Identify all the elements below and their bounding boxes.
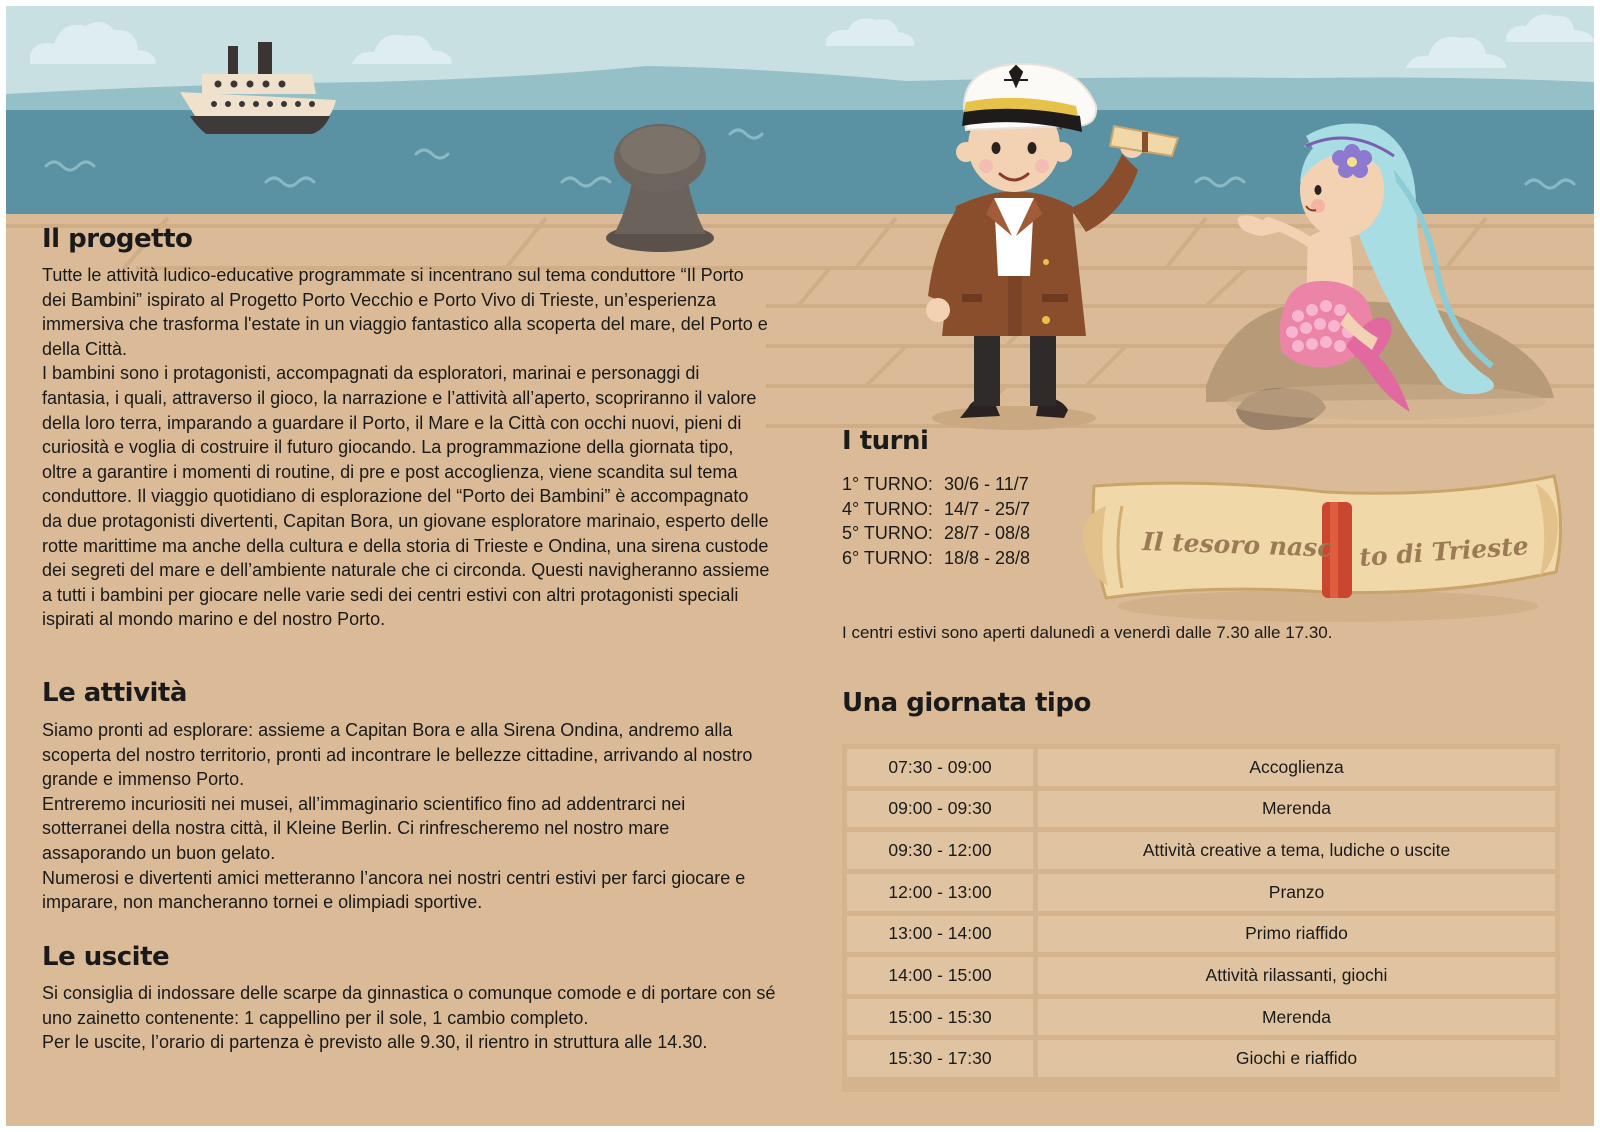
section-title-turni: I turni <box>842 426 929 456</box>
schedule-activity: Accoglienza <box>1038 749 1555 786</box>
schedule-time: 15:30 - 17:30 <box>847 1040 1038 1077</box>
schedule-time: 09:30 - 12:00 <box>847 832 1038 869</box>
schedule-activity: Pranzo <box>1038 874 1555 911</box>
schedule-activity: Attività rilassanti, giochi <box>1038 957 1555 994</box>
table-row <box>847 874 1555 911</box>
section-body-progetto <box>42 263 772 632</box>
turno-label: 4° TURNO: <box>842 498 933 519</box>
turno-dates: 18/8 - 28/8 <box>944 547 1031 568</box>
schedule-time: 13:00 - 14:00 <box>847 916 1038 953</box>
section-title-progetto: Il progetto <box>42 224 193 254</box>
attivita-paragraph: Entreremo incuriositi nei musei, all’immaginario scientifico fino ad addentrarci nei sotterranei della nostra città, il Kleine Berlin. Ci rinfrescheremo nel nostro mare assaporando un buon gelato. <box>42 793 686 863</box>
turno-dates: 28/7 - 08/8 <box>944 523 1031 544</box>
turno-label: 5° TURNO: <box>842 523 933 544</box>
schedule-time: 07:30 - 09:00 <box>847 749 1038 786</box>
table-row <box>847 916 1555 953</box>
progetto-paragraph: I bambini sono i protagonisti, accompagnati da esploratori, marinai e personaggi di fantasia, i quali, attraverso il gioco, la narrazione e l’attività all’aperto, scopriranno il valore della loro terra, imparando a guardare il Porto, il Mare e la Città con occhi nuovi, pieni di curiosità e voglia di costruire il futuro giocando. La programmazione della giornata tipo, oltre a garantire i momenti di routine, di pre e post accoglienza, viene scandita sul tema conduttore. Il viaggio quotidiano di esplorazione del “Porto dei Bambini” è accompagnato da due protagonisti divertenti, Capitan Bora, un giovane esploratore marinaio, esperto delle rotte marittime ma anche della cultura e della storia di Trieste e Ondina, una sirena custode dei segreti del mare e dell’ambiente naturale che ci circonda. Questi navigheranno assieme a tutti i bambini per giocare nelle varie sedi dei centri estivi con altri protagonisti speciali ispirati al mondo marino e del nostro Porto. <box>42 363 770 630</box>
turno-item <box>842 521 1030 546</box>
schedule-time: 12:00 - 13:00 <box>847 874 1038 911</box>
attivita-paragraph: Numerosi e divertenti amici metteranno l’ancora nei nostri centri estivi per farci giocare e imparare, non mancheranno tornei e olimpiadi sportive. <box>42 867 746 913</box>
attivita-paragraph: Siamo pronti ad esplorare: assieme a Capitan Bora e alla Sirena Ondina, andremo alla scoperta del nostro territorio, pronti ad incontrare le bellezze cittadine, arrivando al nostro grande e immenso Porto. <box>42 720 753 790</box>
section-body-attivita <box>42 718 772 915</box>
turno-item <box>842 472 1030 497</box>
scroll-title-right: to di Trieste <box>1358 531 1530 572</box>
schedule-activity: Primo riaffido <box>1038 916 1555 953</box>
table-row <box>847 1040 1555 1077</box>
uscite-paragraph: Si consiglia di indossare delle scarpe da ginnastica o comunque comode e di portare con sé uno zainetto contenente: 1 cappellino per il sole, 1 cambio completo. <box>42 983 776 1028</box>
table-row <box>847 791 1555 828</box>
turno-dates: 14/7 - 25/7 <box>944 498 1031 519</box>
table-row <box>847 957 1555 994</box>
table-row <box>847 749 1555 786</box>
schedule-time: 15:00 - 15:30 <box>847 999 1038 1036</box>
schedule-table <box>842 744 1560 1092</box>
turno-item <box>842 546 1030 571</box>
schedule-time: 14:00 - 15:00 <box>847 957 1038 994</box>
turno-label: 6° TURNO: <box>842 547 933 568</box>
section-title-attivita: Le attività <box>42 678 187 708</box>
opening-hours: I centri estivi sono aperti dalunedì a venerdì dalle 7.30 alle 17.30. <box>842 623 1333 642</box>
schedule-activity: Merenda <box>1038 999 1555 1036</box>
section-title-uscite: Le uscite <box>42 942 170 972</box>
table-row <box>847 832 1555 869</box>
turno-label: 1° TURNO: <box>842 474 933 494</box>
page <box>6 6 1594 1126</box>
uscite-paragraph: Per le uscite, l’orario di partenza è previsto alle 9.30, il rientro in struttura alle 14.30. <box>42 1032 708 1053</box>
turno-dates: 30/6 - 11/7 <box>944 474 1029 494</box>
turni-list <box>842 472 1030 570</box>
section-title-giornata: Una giornata tipo <box>842 688 1091 718</box>
scroll-title-left: Il tesoro nasc <box>1141 527 1334 563</box>
turno-item <box>842 497 1030 522</box>
schedule-activity: Attività creative a tema, ludiche o uscite <box>1038 832 1555 869</box>
progetto-paragraph: Tutte le attività ludico-educative programmate si incentrano sul tema conduttore “Il Porto dei Bambini” ispirato al Progetto Porto Vecchio e Porto Vivo di Trieste, un’esperienza immersiva che trasforma l'estate in un viaggio fantastico alla scoperta del mare, del Porto e della Città. <box>42 265 768 359</box>
schedule-activity: Giochi e riaffido <box>1038 1040 1555 1077</box>
schedule-time: 09:00 - 09:30 <box>847 791 1038 828</box>
schedule-activity: Merenda <box>1038 791 1555 828</box>
table-row <box>847 999 1555 1036</box>
section-body-uscite <box>42 981 782 1055</box>
